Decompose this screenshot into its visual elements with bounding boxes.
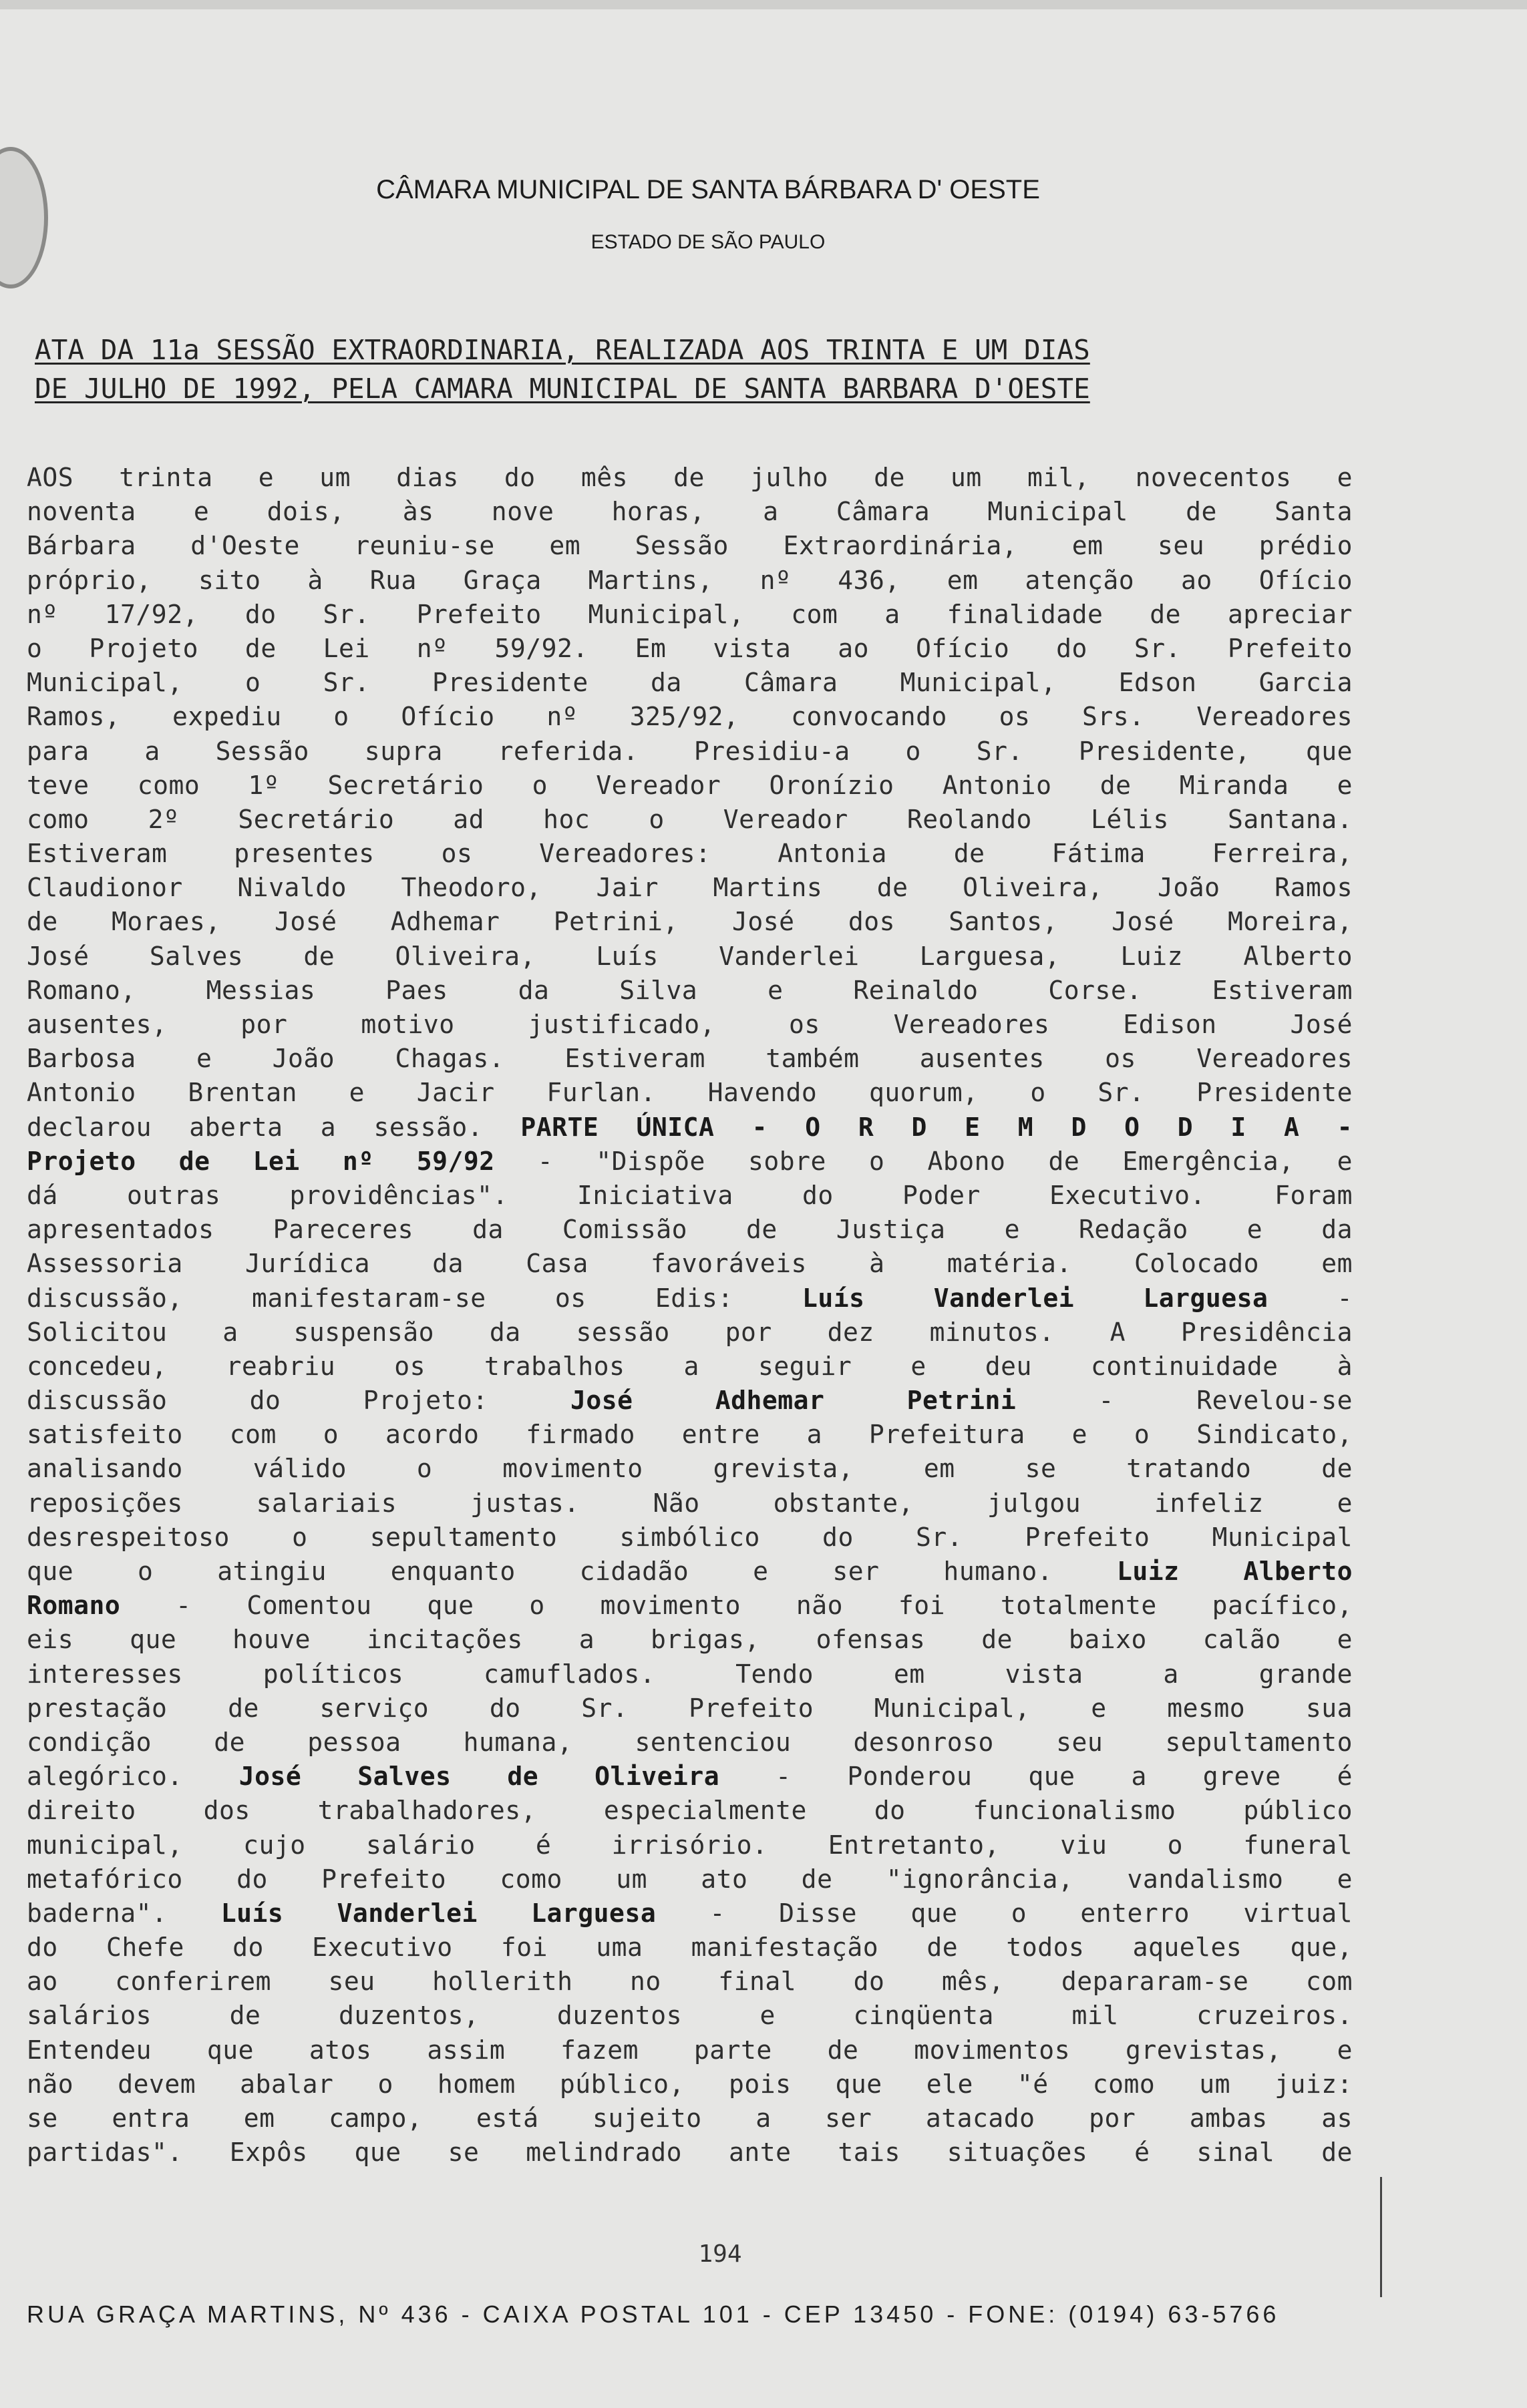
line-text: eis que houve incitações a brigas, ofensas de baixo calão e [27,1625,1353,1655]
page-top-edge [0,0,1527,9]
line-text: não devem abalar o homem público, pois que ele "é como um juiz: [27,2069,1353,2099]
bold-phrase: Luís Vanderlei Larguesa [220,1898,657,1928]
line-text: Municipal, o Sr. Presidente da Câmara Municipal, Edson Garcia [27,668,1353,698]
line-text: dá outras providências". Iniciativa do Poder Executivo. Foram [27,1180,1353,1210]
minutes-line [27,1042,1353,1076]
line-text: nº 17/92, do Sr. Prefeito Municipal, com a finalidade de apreciar [27,599,1353,629]
minutes-line [27,1179,1353,1213]
minutes-line [27,803,1353,837]
minutes-line [27,666,1353,700]
line-text: AOS trinta e um dias do mês de julho de um mil, novecentos e [27,463,1353,492]
minutes-line [27,1384,1353,1418]
line-text: discussão do Projeto: [27,1386,570,1416]
document-title-line-2: DE JULHO DE 1992, PELA CAMARA MUNICIPAL DE SANTA BARBARA D'OESTE [35,373,1090,405]
minutes-line [27,1760,1353,1794]
minutes-line [27,1965,1353,1999]
minutes-line [27,735,1353,769]
line-text: prestação de serviço do Sr. Prefeito Municipal, e mesmo sua [27,1693,1353,1723]
line-text: Assessoria Jurídica da Casa favoráveis à matéria. Colocado em [27,1249,1353,1279]
line-text: Barbosa e João Chagas. Estiveram também ausentes os Vereadores [27,1044,1353,1074]
line-text: alegórico. [27,1762,239,1792]
line-text: analisando válido o movimento grevista, em se tratando de [27,1454,1353,1484]
minutes-line [27,871,1353,905]
line-text: se entra em campo, está sujeito a ser atacado por ambas as [27,2103,1353,2133]
minutes-line [27,974,1353,1008]
minutes-line [27,1521,1353,1555]
line-text: José Salves de Oliveira, Luís Vanderlei Larguesa, Luiz Alberto [27,941,1353,971]
line-text: interesses políticos camuflados. Tendo em vista a grande [27,1659,1353,1689]
line-text: metafórico do Prefeito como um ato de "ignorância, vandalismo e [27,1864,1353,1894]
line-text: Claudionor Nivaldo Theodoro, Jair Martins de Oliveira, João Ramos [27,873,1353,903]
minutes-line [27,1931,1353,1965]
line-text: Estiveram presentes os Vereadores: Antonia de Fátima Ferreira, [27,839,1353,869]
minutes-line [27,1862,1353,1896]
line-text: Ramos, expediu o Ofício nº 325/92, convocando os Srs. Vereadores [27,702,1353,732]
minutes-line [27,495,1353,529]
line-text: - "Dispõe sobre o Abono de Emergência, e [494,1146,1353,1176]
minutes-line [27,564,1353,598]
minutes-line [27,1486,1353,1521]
line-text: direito dos trabalhadores, especialmente do funcionalismo público [27,1796,1353,1826]
line-text: apresentados Pareceres da Comissão de Justiça e Redação e da [27,1215,1353,1245]
footer-divider [1380,2177,1382,2297]
line-text: satisfeito com o acordo firmado entre a Prefeitura e o Sindicato, [27,1420,1353,1450]
line-text: como 2º Secretário ad hoc o Vereador Reolando Lélis Santana. [27,804,1353,834]
minutes-line [27,529,1353,563]
line-text: baderna". [27,1898,221,1928]
line-text: partidas". Expôs que se melindrado ante tais situações é sinal de [27,2138,1353,2168]
minutes-line [27,1350,1353,1384]
line-text: condição de pessoa humana, sentenciou desonroso seu sepultamento [27,1727,1353,1757]
bold-phrase: Romano [27,1591,121,1621]
line-text: Antonio Brentan e Jacir Furlan. Havendo quorum, o Sr. Presidente [27,1078,1353,1108]
bold-phrase: PARTE ÚNICA - O R D E M D O D I A - [520,1112,1353,1142]
minutes-line [27,1691,1353,1726]
line-text: ausentes, por motivo justificado, os Vereadores Edison José [27,1010,1353,1039]
line-text: noventa e dois, às nove horas, a Câmara Municipal de Santa [27,497,1353,527]
minutes-line [27,1555,1353,1589]
line-text: próprio, sito à Rua Graça Martins, nº 436, em atenção ao Ofício [27,565,1353,595]
minutes-line [27,837,1353,871]
bold-phrase: Luís Vanderlei Larguesa [802,1283,1268,1313]
line-text: Romano, Messias Paes da Silva e Reinaldo Corse. Estiveram [27,975,1353,1005]
minutes-line [27,700,1353,734]
bold-phrase: Projeto de Lei nº 59/92 [27,1146,495,1176]
line-text: Entendeu que atos assim fazem parte de movimentos grevistas, e [27,2035,1353,2065]
bold-phrase: José Adhemar Petrini [570,1386,1017,1416]
line-text: salários de duzentos, duzentos e cinqüenta mil cruzeiros. [27,2001,1353,2031]
minutes-line [27,905,1353,939]
minutes-line [27,1281,1353,1316]
minutes-line [27,632,1353,666]
minutes-line [27,1213,1353,1247]
line-text: para a Sessão supra referida. Presidiu-a o Sr. Presidente, que [27,736,1353,766]
line-text-after: - Disse que o enterro virtual [656,1898,1353,1928]
minutes-line [27,2101,1353,2136]
minutes-line [27,1145,1353,1179]
line-text: reposições salariais justas. Não obstante, julgou infeliz e [27,1488,1353,1518]
line-text: de Moraes, José Adhemar Petrini, José dos Santos, José Moreira, [27,907,1353,937]
address-footer: RUA GRAÇA MARTINS, Nº 436 - CAIXA POSTAL 101 - CEP 13450 - FONE: (0194) 63-5766 [27,2300,1280,2328]
line-text: ao conferirem seu hollerith no final do mês, depararam-se com [27,1967,1353,1997]
line-text: municipal, cujo salário é irrisório. Entretanto, viu o funeral [27,1830,1353,1860]
state-subheading: ESTADO DE SÃO PAULO [590,231,826,253]
minutes-line [27,2136,1353,2170]
minutes-line [27,598,1353,632]
minutes-line [27,2033,1353,2067]
bold-phrase: José Salves de Oliveira [238,1762,720,1792]
minutes-line [27,1452,1353,1486]
minutes-line [27,1111,1353,1145]
line-text: teve como 1º Secretário o Vereador Oronízio Antonio de Miranda e [27,770,1353,800]
municipal-seal-icon [0,147,48,288]
page-number: 194 [698,2240,742,2268]
line-text: declarou aberta a sessão. [27,1112,521,1142]
line-text-after: - [1268,1283,1353,1313]
minutes-line [27,769,1353,803]
line-text: o Projeto de Lei nº 59/92. Em vista ao Ofício do Sr. Prefeito [27,633,1353,663]
minutes-line [27,1623,1353,1657]
minutes-line [27,461,1353,495]
document-title [35,331,1331,408]
line-text: Bárbara d'Oeste reuniu-se em Sessão Extraordinária, em seu prédio [27,531,1353,561]
minutes-line [27,1726,1353,1760]
line-text-after: - Revelou-se [1016,1386,1353,1416]
minutes-line [27,1828,1353,1862]
minutes-line [27,1794,1353,1828]
minutes-line [27,940,1353,974]
line-text-after: - Ponderou que a greve é [719,1762,1353,1792]
line-text: desrespeitoso o sepultamento simbólico do Sr. Prefeito Municipal [27,1522,1353,1552]
institution-heading: CÂMARA MUNICIPAL DE SANTA BÁRBARA D' OESTE [376,175,1040,204]
minutes-line [27,1247,1353,1281]
minutes-line [27,1589,1353,1623]
line-text: que o atingiu enquanto cidadão e ser humano. [27,1557,1117,1586]
minutes-line [27,1076,1353,1110]
minutes-line [27,1896,1353,1931]
minutes-body [27,461,1353,2170]
bold-phrase: Luiz Alberto [1116,1557,1353,1586]
line-text: Solicitou a suspensão da sessão por dez minutos. A Presidência [27,1317,1353,1347]
minutes-line [27,1657,1353,1691]
minutes-line [27,1008,1353,1042]
line-text: - Comentou que o movimento não foi totalmente pacífico, [120,1591,1353,1621]
minutes-line [27,1999,1353,2033]
minutes-line [27,1316,1353,1350]
line-text: discussão, manifestaram-se os Edis: [27,1283,802,1313]
line-text: do Chefe do Executivo foi uma manifestação de todos aqueles que, [27,1933,1353,1963]
document-title-line-1: ATA DA 11a SESSÃO EXTRAORDINARIA, REALIZADA AOS TRINTA E UM DIAS [35,334,1090,366]
minutes-line [27,1418,1353,1452]
minutes-line [27,2067,1353,2101]
line-text: concedeu, reabriu os trabalhos a seguir e deu continuidade à [27,1351,1353,1381]
